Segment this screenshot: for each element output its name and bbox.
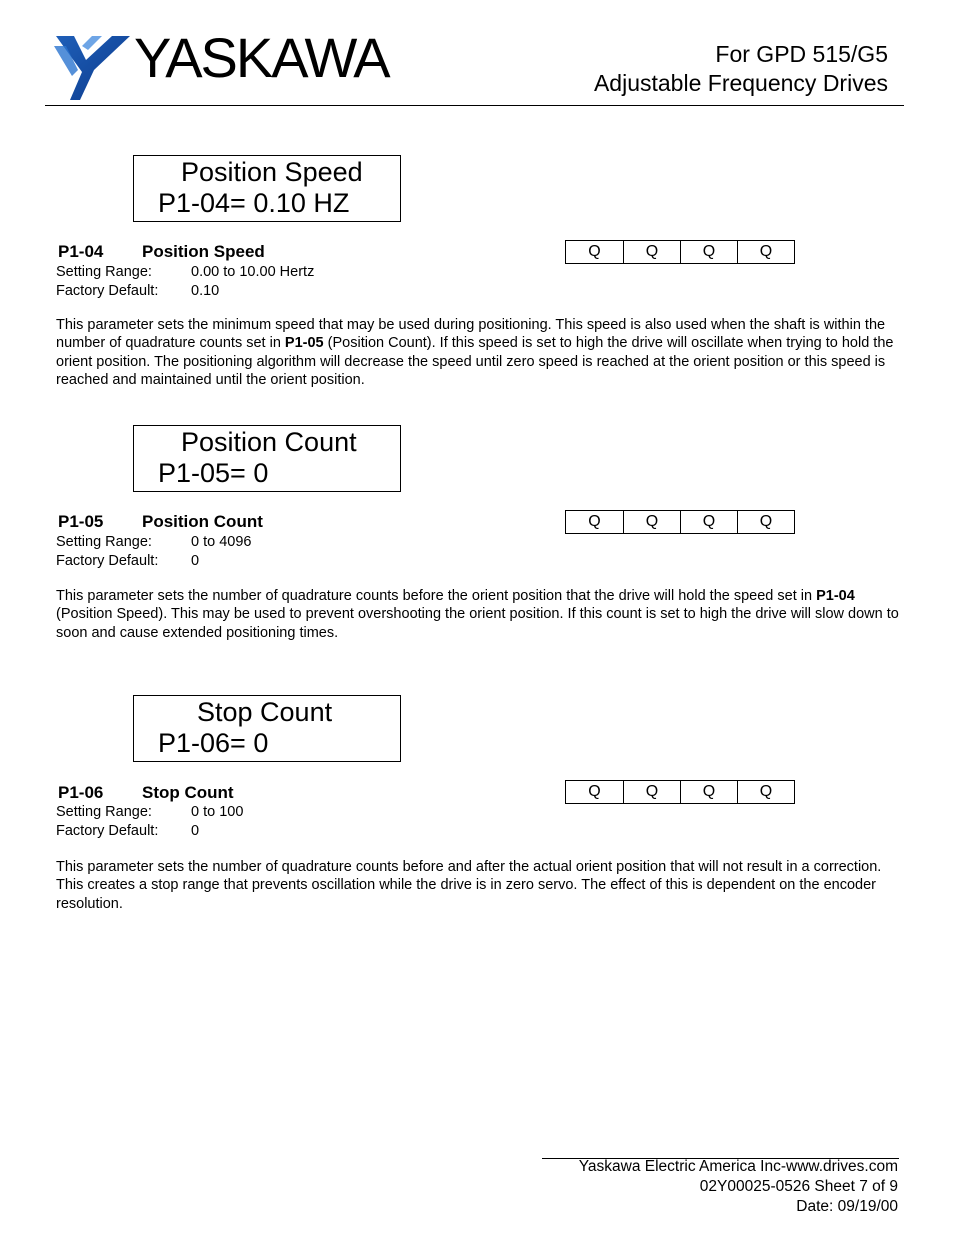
subtitle-line-1: For GPD 515/G5 bbox=[715, 41, 888, 67]
factory-default-label: Factory Default: bbox=[56, 552, 159, 569]
factory-default-label: Factory Default: bbox=[56, 282, 159, 299]
param-name: Position Speed bbox=[142, 242, 265, 261]
param-description: This parameter sets the minimum speed that may be used during positioning. This speed is also used when the shaft is within the number of quadrature counts set in P1-05 (Position Count). If this speed is set to high the drive will oscillate when trying to hold the orient position. The positioning algorithm will decrease the speed until zero speed is reached at the orient position or this speed is reached and maintained until the orient position. bbox=[56, 317, 894, 388]
access-cell: Q bbox=[566, 781, 624, 803]
param-range-block bbox=[56, 533, 251, 570]
lcd-line-2: P1-04= 0.10 HZ bbox=[158, 188, 350, 218]
access-cell: Q bbox=[566, 241, 624, 263]
param-description: This parameter sets the number of quadrature counts before the orient position that the drive will hold the speed set in P1-04 (Position Speed). This may be used to prevent overshooting the orient position. If this count is set to high the drive will slow down to soon and cause extended positioning times. bbox=[56, 588, 899, 641]
param-heading bbox=[58, 512, 263, 532]
param-description: This parameter sets the number of quadrature counts before and after the actual orient position that will not result in a correction. This creates a stop range that prevents oscillation while the drive is in zero servo. The effect of this is dependent on the encoder resolution. bbox=[56, 859, 882, 912]
param-name: Position Count bbox=[142, 512, 263, 531]
lcd-line-2: P1-05= 0 bbox=[158, 458, 269, 488]
setting-range-label: Setting Range: bbox=[56, 264, 152, 280]
access-cell: Q bbox=[681, 781, 738, 803]
access-cell: Q bbox=[681, 511, 738, 533]
lcd-line-1: Stop Count bbox=[197, 697, 333, 727]
setting-range-label: Setting Range: bbox=[56, 534, 152, 550]
param-heading bbox=[58, 783, 234, 803]
param-reference: P1-04 bbox=[816, 588, 855, 604]
factory-default-value: 0 bbox=[191, 822, 200, 839]
header-divider bbox=[45, 105, 904, 106]
setting-range-value: 0.00 to 10.00 Hertz bbox=[191, 264, 315, 280]
access-cell: Q bbox=[624, 781, 681, 803]
param-code: P1-04 bbox=[58, 242, 104, 261]
access-cell: Q bbox=[624, 241, 681, 263]
footer-date: Date: 09/19/00 bbox=[796, 1198, 898, 1215]
param-name: Stop Count bbox=[142, 783, 234, 802]
param-reference: P1-05 bbox=[284, 335, 324, 352]
param-heading bbox=[58, 242, 265, 262]
footer-company: Yaskawa Electric America Inc-www.drives.com bbox=[578, 1158, 898, 1175]
document-subtitle bbox=[594, 40, 888, 98]
lcd-line-1: Position Count bbox=[181, 427, 357, 457]
lcd-display-p1-06 bbox=[133, 695, 401, 762]
footer-doc-number: 02Y00025-0526 Sheet 7 of 9 bbox=[699, 1178, 898, 1195]
param-range-block bbox=[56, 263, 314, 300]
lcd-display-p1-04 bbox=[133, 155, 401, 222]
access-cell: Q bbox=[681, 241, 738, 263]
access-level-table bbox=[565, 510, 795, 534]
access-cell: Q bbox=[759, 243, 773, 260]
access-level-table bbox=[565, 240, 795, 264]
param-range-block bbox=[56, 803, 243, 840]
yaskawa-symbol-icon bbox=[52, 30, 142, 102]
factory-default-value: 0 bbox=[191, 552, 200, 569]
access-cell: Q bbox=[624, 511, 681, 533]
setting-range-value: 0 to 4096 bbox=[191, 534, 252, 550]
lcd-line-2: P1-06= 0 bbox=[158, 728, 269, 758]
page-footer bbox=[579, 1157, 898, 1217]
setting-range-value: 0 to 100 bbox=[191, 804, 244, 820]
param-code: P1-05 bbox=[58, 512, 104, 531]
access-cell: Q bbox=[566, 511, 624, 533]
access-cell: Q bbox=[759, 783, 773, 800]
brand-wordmark: YASKAWA bbox=[134, 26, 389, 89]
lcd-display-p1-05 bbox=[133, 425, 401, 492]
lcd-line-1: Position Speed bbox=[181, 157, 363, 187]
factory-default-value: 0.10 bbox=[191, 282, 220, 299]
subtitle-line-2: Adjustable Frequency Drives bbox=[593, 70, 888, 96]
access-cell: Q bbox=[759, 513, 773, 530]
setting-range-label: Setting Range: bbox=[56, 804, 152, 820]
param-code: P1-06 bbox=[58, 783, 104, 802]
factory-default-label: Factory Default: bbox=[56, 822, 159, 839]
access-level-table bbox=[565, 780, 795, 804]
